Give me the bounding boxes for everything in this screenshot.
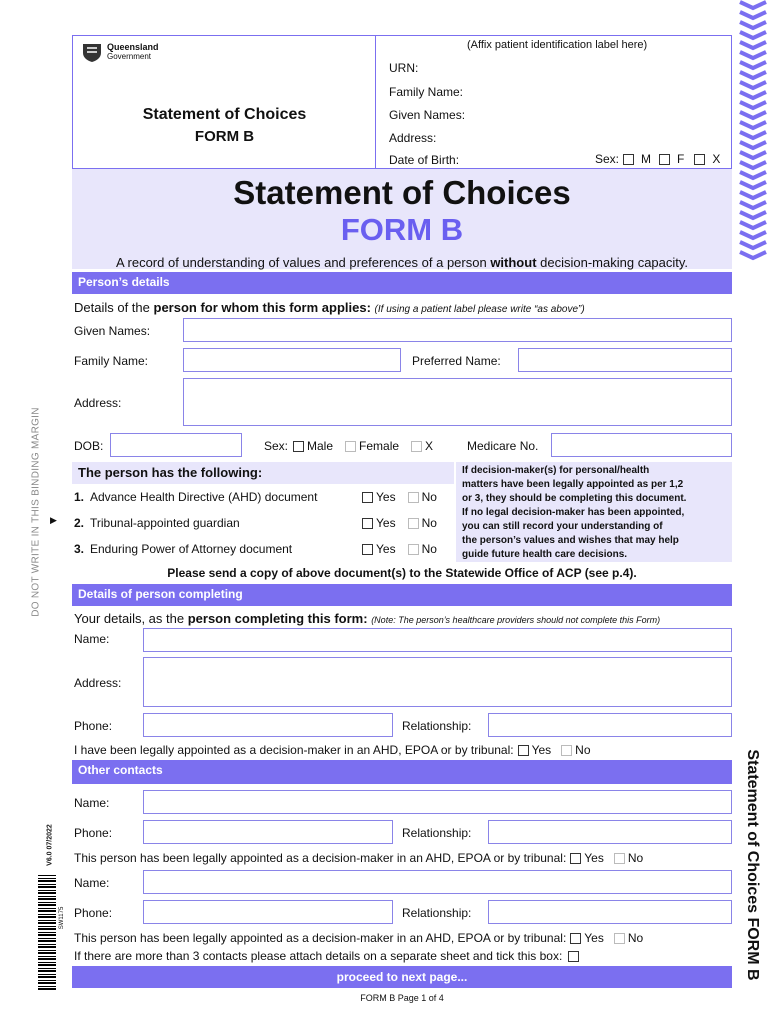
- header-title-line2: FORM B: [194, 128, 255, 145]
- send-copy-note: Please send a copy of above document(s) to the Statewide Office of ACP (see p.4).: [167, 566, 637, 580]
- qld-logo: [81, 42, 159, 62]
- contact-1-no-checkbox[interactable]: [614, 853, 625, 864]
- logo-line2: Government: [107, 52, 152, 61]
- affix-note: (Affix patient identification label here): [467, 39, 648, 51]
- note-line5: you can still record your understanding of: [462, 521, 663, 532]
- contact-2-no-checkbox[interactable]: [614, 933, 625, 944]
- address-field[interactable]: [183, 378, 732, 426]
- completing-relationship-field[interactable]: [488, 713, 732, 737]
- form-code: SW1175: [59, 906, 65, 930]
- x-checkbox[interactable]: [411, 441, 422, 452]
- more-contacts-checkbox[interactable]: [568, 951, 579, 962]
- more-contacts-text: If there are more than 3 contacts please attach details on a separate sheet and tick this box:: [74, 949, 563, 963]
- note-line7: guide future health care decisions.: [462, 549, 628, 560]
- note-line1: If decision-maker(s) for personal/health: [462, 465, 650, 476]
- contact-1-yes-label: Yes: [584, 851, 604, 865]
- completing-yes-checkbox[interactable]: [518, 745, 529, 756]
- proceed-bar: proceed to next page...: [72, 966, 732, 988]
- contact-2-yes-checkbox[interactable]: [570, 933, 581, 944]
- tagline-bold: without: [490, 255, 537, 270]
- sex-f-checkbox[interactable]: [659, 154, 670, 165]
- female-label: Female: [359, 439, 400, 453]
- note-line4: If no legal decision-maker has been appointed,: [462, 507, 685, 518]
- contact-1-relationship-field[interactable]: [488, 820, 732, 844]
- completing-address-label: Address:: [74, 676, 122, 690]
- sex-m-label: M: [641, 152, 652, 166]
- note-line3: or 3, they should be completing this document.: [462, 493, 687, 504]
- header-title-line1: Statement of Choices: [142, 106, 307, 123]
- contact-2-name-field[interactable]: [143, 870, 732, 894]
- following-heading: The person has the following:: [72, 462, 454, 484]
- family-name-label: Family Name:: [389, 85, 464, 99]
- doc-1-no-checkbox[interactable]: [408, 492, 419, 503]
- tagline-pre: A record of understanding of values and preferences of a person: [115, 255, 491, 270]
- doc-1-yes-label: Yes: [376, 490, 396, 504]
- title-panel: [72, 169, 732, 269]
- given-names-label: Given Names:: [389, 108, 466, 122]
- contact-1-phone-label: Phone:: [74, 826, 113, 840]
- medicare-label: Medicare No.: [467, 439, 539, 453]
- address-label: Address:: [74, 396, 122, 410]
- page-number: FORM B Page 1 of 4: [360, 993, 444, 1003]
- completing-phone-field[interactable]: [143, 713, 393, 737]
- completing-relationship-label: Relationship:: [402, 719, 472, 733]
- completing-heading: Details of person completing: [72, 584, 732, 606]
- header-left-panel: [73, 36, 376, 168]
- side-title: Statement of Choices FORM B: [744, 749, 761, 981]
- patient-label-area: [377, 36, 731, 168]
- persons-details-intro: [74, 300, 585, 315]
- completing-phone-label: Phone:: [74, 719, 113, 733]
- contact-2-appointed-text: This person has been legally appointed as a decision-maker in an AHD, EPOA or by tribunal:: [74, 931, 567, 945]
- doc-1-yes-checkbox[interactable]: [362, 492, 373, 503]
- preferred-name-label: Preferred Name:: [412, 354, 501, 368]
- completing-no-label: No: [575, 743, 591, 757]
- arrow-icon: ▶: [50, 515, 57, 525]
- doc-2-label: Tribunal-appointed guardian: [90, 516, 240, 530]
- comp-intro-note: (Note: The person’s healthcare providers should not complete this Form): [371, 615, 661, 625]
- doc-3-label: Enduring Power of Attorney document: [90, 542, 293, 556]
- binding-margin-text: DO NOT WRITE IN THIS BINDING MARGIN: [30, 407, 42, 617]
- sex-group: [264, 439, 433, 453]
- pd-intro-bold: person for whom this form applies:: [153, 300, 371, 315]
- doc-3-yes-checkbox[interactable]: [362, 544, 373, 555]
- contact-1-name-field[interactable]: [143, 790, 732, 814]
- sex-label: Sex:: [595, 152, 620, 166]
- contact-2-phone-field[interactable]: [143, 900, 393, 924]
- doc-2-num: 2.: [74, 516, 85, 530]
- family-name-field[interactable]: [183, 348, 401, 372]
- doc-2-yes-checkbox[interactable]: [362, 518, 373, 529]
- dob-field[interactable]: [110, 433, 242, 457]
- given-names-label: Given Names:: [74, 324, 151, 338]
- medicare-field[interactable]: [551, 433, 732, 457]
- sex-label: Sex:: [264, 439, 289, 453]
- document-row-3: [74, 542, 454, 556]
- contact-1-no-label: No: [627, 851, 644, 865]
- family-name-label: Family Name:: [74, 354, 149, 368]
- address-label: Address:: [389, 131, 437, 145]
- persons-details-heading: Person’s details: [72, 272, 732, 294]
- header-box: [72, 35, 732, 169]
- contact-1-relationship-label: Relationship:: [402, 826, 472, 840]
- female-checkbox[interactable]: [345, 441, 356, 452]
- completing-name-field[interactable]: [143, 628, 732, 652]
- contact-2-yes-label: Yes: [584, 931, 604, 945]
- dob-label: Date of Birth:: [389, 153, 460, 167]
- tagline: [72, 255, 732, 270]
- completing-appointed-row: [74, 743, 591, 757]
- header-form-title: [73, 104, 376, 148]
- completing-appointed-text: I have been legally appointed as a decision-maker in an AHD, EPOA or by tribunal:: [74, 743, 514, 757]
- contact-2-phone-label: Phone:: [74, 906, 113, 920]
- sex-x-label: X: [712, 152, 721, 166]
- pd-intro-note: (If using a patient label please write “as above”): [374, 304, 585, 315]
- sex-x-checkbox[interactable]: [694, 154, 705, 165]
- decision-maker-note: [456, 462, 732, 562]
- comp-intro-pre: Your details, as the: [74, 611, 188, 626]
- dob-label: DOB:: [74, 439, 104, 453]
- logo-line1: Queensland: [107, 42, 159, 52]
- sub-title: FORM B: [340, 212, 464, 247]
- contact-1-appointed-text: This person has been legally appointed as a decision-maker in an AHD, EPOA or by tribunal:: [74, 851, 567, 865]
- following-panel: [72, 462, 732, 562]
- contact-1-appointed-row: [74, 851, 643, 865]
- main-title: Statement of Choices: [233, 174, 571, 211]
- doc-1-label: Advance Health Directive (AHD) document: [90, 490, 318, 504]
- crest-icon: [81, 42, 103, 62]
- tagline-post: decision-making capacity.: [536, 255, 689, 270]
- contact-2-relationship-field[interactable]: [488, 900, 732, 924]
- doc-3-no-label: No: [421, 542, 437, 556]
- contact-1-yes-checkbox[interactable]: [570, 853, 581, 864]
- doc-3-yes-label: Yes: [376, 542, 396, 556]
- doc-1-num: 1.: [74, 490, 85, 504]
- note-line2: matters have been legally appointed as per 1,2: [462, 479, 684, 490]
- preferred-name-field[interactable]: [518, 348, 732, 372]
- completing-intro: [74, 611, 660, 626]
- doc-2-yes-label: Yes: [376, 516, 396, 530]
- contact-1-name-label: Name:: [74, 796, 110, 810]
- completing-name-label: Name:: [74, 632, 110, 646]
- document-row-2: [74, 516, 454, 530]
- urn-label: URN:: [389, 61, 419, 75]
- sex-f-label: F: [677, 152, 685, 166]
- male-label: Male: [307, 439, 334, 453]
- sex-group: [595, 152, 720, 166]
- version-text: V6.0 07/2022: [46, 824, 54, 866]
- contact-2-name-label: Name:: [74, 876, 110, 890]
- other-contacts-heading: Other contacts: [72, 760, 732, 784]
- male-checkbox[interactable]: [293, 441, 304, 452]
- note-line6: the person’s values and wishes that may help: [462, 535, 679, 546]
- doc-3-num: 3.: [74, 542, 85, 556]
- barcode: [38, 875, 56, 990]
- doc-2-no-label: No: [421, 516, 437, 530]
- doc-3-no-checkbox[interactable]: [408, 544, 419, 555]
- sex-m-checkbox[interactable]: [623, 154, 634, 165]
- pd-intro-pre: Details of the: [74, 300, 154, 315]
- contact-1-phone-field[interactable]: [143, 820, 393, 844]
- completing-yes-label: Yes: [531, 743, 552, 757]
- completing-address-field[interactable]: [143, 657, 732, 707]
- x-label: X: [425, 439, 434, 453]
- completing-no-checkbox[interactable]: [561, 745, 572, 756]
- comp-intro-bold: person completing this form:: [187, 611, 368, 626]
- doc-1-no-label: No: [421, 490, 437, 504]
- contact-2-no-label: No: [627, 931, 644, 945]
- doc-2-no-checkbox[interactable]: [408, 518, 419, 529]
- given-names-field[interactable]: [183, 318, 732, 342]
- chevron-decoration: [738, 0, 768, 262]
- contact-2-relationship-label: Relationship:: [402, 906, 472, 920]
- document-row-1: [74, 490, 454, 504]
- contact-2-appointed-row: [74, 931, 643, 945]
- more-contacts-row: [74, 949, 582, 963]
